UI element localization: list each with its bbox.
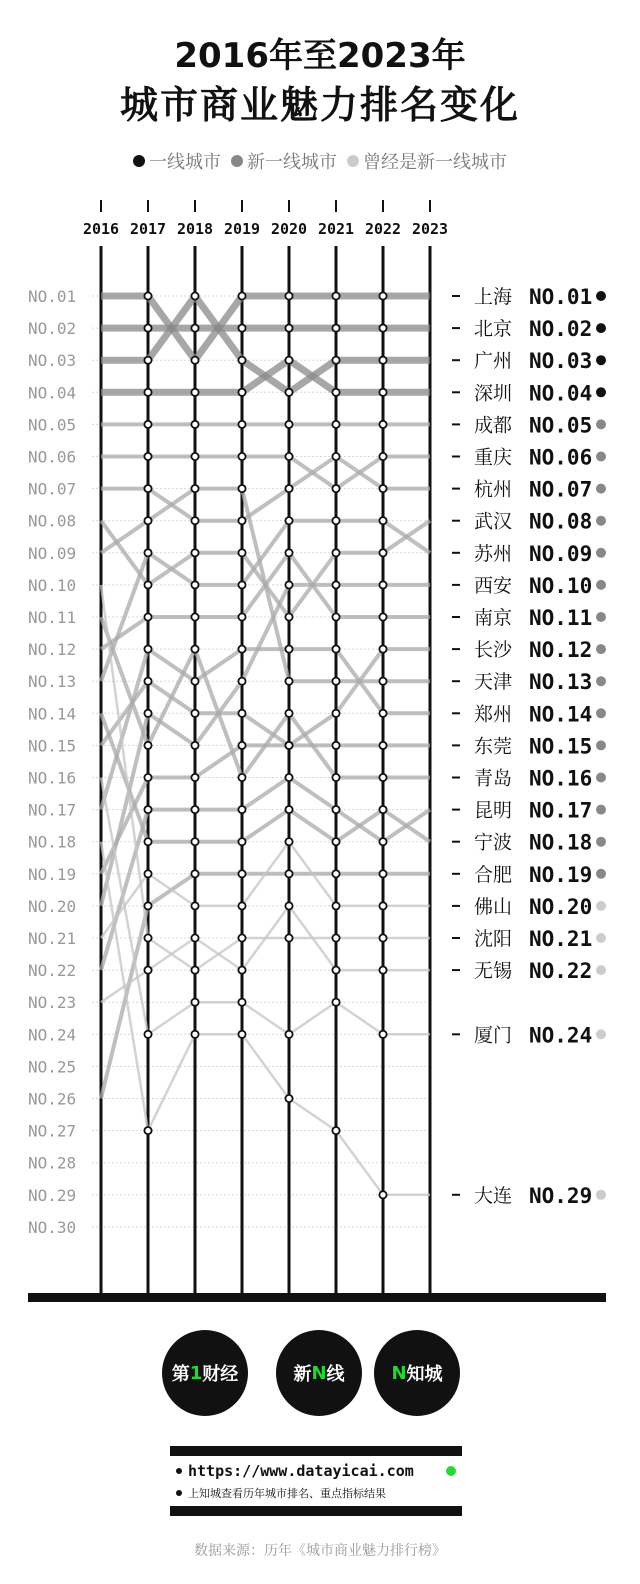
data-point <box>144 870 151 877</box>
series-line <box>101 521 430 682</box>
url-bar-top <box>170 1446 462 1456</box>
y-tick-label: NO.07 <box>28 479 77 499</box>
data-point <box>191 613 198 620</box>
data-point <box>332 581 339 588</box>
logo-text-rest: 财经 <box>202 1364 239 1385</box>
data-point <box>379 838 386 845</box>
logo-mark: N <box>391 1362 407 1384</box>
data-point <box>191 870 198 877</box>
logo-zhicheng <box>374 1330 460 1416</box>
y-tick-label: NO.10 <box>28 575 77 595</box>
data-point <box>191 806 198 813</box>
data-point <box>285 742 292 749</box>
series-line <box>101 457 430 489</box>
y-tick-label: NO.24 <box>28 1025 77 1045</box>
data-point <box>191 1031 198 1038</box>
tier-dot <box>596 676 606 686</box>
data-point <box>379 325 386 332</box>
city-label: 宁波 <box>474 831 513 854</box>
data-point <box>238 517 245 524</box>
city-label: 成都 <box>474 414 513 437</box>
data-point <box>285 646 292 653</box>
data-point <box>144 742 151 749</box>
data-point <box>238 613 245 620</box>
logo-mark: N <box>311 1362 327 1384</box>
rank-label: NO.07 <box>529 477 593 502</box>
data-point <box>379 806 386 813</box>
data-point <box>332 646 339 653</box>
data-point <box>238 1031 245 1038</box>
data-point <box>332 485 339 492</box>
y-tick-label: NO.06 <box>28 447 77 467</box>
y-tick-label: NO.21 <box>28 929 77 948</box>
city-label: 北京 <box>474 318 513 341</box>
legend-label-tier1: 一线城市 <box>149 152 221 173</box>
rank-label: NO.14 <box>529 702 593 727</box>
rank-label: NO.01 <box>529 285 593 309</box>
tier-dot <box>596 773 606 783</box>
y-tick-label: NO.15 <box>28 736 77 756</box>
data-point <box>238 292 245 299</box>
tier-dot <box>596 901 606 911</box>
logo-diyi-caijing <box>162 1330 248 1416</box>
y-tick-label: NO.03 <box>28 351 77 371</box>
data-point <box>191 325 198 332</box>
tier-dot <box>596 323 606 333</box>
rank-label: NO.18 <box>529 830 593 855</box>
city-label: 西安 <box>474 574 513 597</box>
data-point <box>238 678 245 685</box>
x-tick-label: 2019 <box>223 220 261 238</box>
y-tick-label: NO.04 <box>28 383 77 403</box>
data-point <box>379 517 386 524</box>
data-point <box>191 742 198 749</box>
data-point <box>238 453 245 460</box>
green-dot-icon <box>446 1466 456 1476</box>
data-point <box>285 389 292 396</box>
rank-label: NO.15 <box>529 734 593 759</box>
data-point <box>332 806 339 813</box>
data-point <box>191 453 198 460</box>
data-point <box>332 967 339 974</box>
y-tick-label: NO.29 <box>28 1185 77 1205</box>
data-point <box>238 485 245 492</box>
data-point <box>332 934 339 941</box>
y-tick-label: NO.16 <box>28 768 77 788</box>
data-point <box>379 646 386 653</box>
data-point <box>332 389 339 396</box>
y-tick-label: NO.26 <box>28 1089 77 1109</box>
rank-label: NO.08 <box>529 509 593 534</box>
data-point <box>285 902 292 909</box>
url-subtext: 上知城查看历年城市排名、重点指标结果 <box>188 1487 386 1500</box>
data-point <box>144 902 151 909</box>
y-tick-label: NO.20 <box>28 896 77 916</box>
data-point <box>285 581 292 588</box>
data-point <box>191 999 198 1006</box>
data-point <box>238 421 245 428</box>
city-label: 昆明 <box>474 799 513 822</box>
data-point <box>144 678 151 685</box>
data-point <box>191 774 198 781</box>
series-line <box>101 906 430 1002</box>
y-tick-label: NO.27 <box>28 1121 77 1141</box>
data-point <box>285 421 292 428</box>
y-tick-label: NO.08 <box>28 511 77 531</box>
series-line <box>101 649 430 745</box>
data-point <box>238 999 245 1006</box>
data-point <box>191 678 198 685</box>
data-point <box>332 838 339 845</box>
rank-label: NO.09 <box>529 541 593 566</box>
city-label: 合肥 <box>474 863 513 886</box>
city-label: 东莞 <box>474 735 513 758</box>
data-point <box>285 325 292 332</box>
y-tick-label: NO.02 <box>28 319 77 339</box>
data-point <box>144 1127 151 1134</box>
data-point <box>238 710 245 717</box>
rank-label: NO.10 <box>529 573 593 598</box>
city-label: 广州 <box>474 350 513 373</box>
tier-dot <box>596 548 606 558</box>
data-point <box>285 774 292 781</box>
city-label: 沈阳 <box>474 928 513 950</box>
data-point <box>191 710 198 717</box>
data-point <box>238 838 245 845</box>
chart-baseline <box>28 1293 606 1302</box>
data-point <box>379 292 386 299</box>
data-point <box>238 325 245 332</box>
data-point <box>285 613 292 620</box>
y-tick-label: NO.23 <box>28 993 77 1013</box>
data-point <box>144 646 151 653</box>
bullet-icon <box>176 1490 182 1496</box>
data-point <box>285 1031 292 1038</box>
data-point <box>285 357 292 364</box>
x-tick-label: 2020 <box>270 220 308 238</box>
tier-dot <box>596 291 606 301</box>
city-label: 厦门 <box>474 1024 513 1047</box>
x-tick-label: 2022 <box>364 220 402 238</box>
rank-label: NO.19 <box>529 862 593 887</box>
data-point <box>238 902 245 909</box>
data-point <box>144 549 151 556</box>
x-tick-label: 2017 <box>129 220 167 238</box>
data-point <box>144 581 151 588</box>
city-label: 青岛 <box>474 767 513 790</box>
data-point <box>238 870 245 877</box>
data-point <box>191 421 198 428</box>
rank-label: NO.04 <box>529 381 593 406</box>
website-link[interactable]: https://www.datayicai.com <box>188 1462 414 1480</box>
url-subtext-line <box>170 1484 462 1502</box>
data-point <box>379 967 386 974</box>
legend-label-new-tier1: 新一线城市 <box>247 152 337 173</box>
data-point <box>238 581 245 588</box>
city-label: 无锡 <box>474 960 513 983</box>
rank-label: NO.13 <box>529 670 593 695</box>
data-point <box>285 838 292 845</box>
tier-dot <box>596 965 606 975</box>
data-point <box>332 1127 339 1134</box>
rank-label: NO.22 <box>529 959 593 984</box>
y-tick-label: NO.28 <box>28 1153 77 1173</box>
logo-row <box>0 1330 640 1420</box>
data-point <box>332 678 339 685</box>
data-point <box>191 934 198 941</box>
rank-label: NO.29 <box>529 1183 593 1208</box>
y-tick-label: NO.12 <box>28 640 77 660</box>
data-point <box>238 742 245 749</box>
data-point <box>238 389 245 396</box>
data-point <box>191 549 198 556</box>
data-point <box>285 710 292 717</box>
tier-dot <box>596 708 606 718</box>
data-point <box>238 967 245 974</box>
data-point <box>332 549 339 556</box>
data-source: 数据来源：历年《城市商业魅力排行榜》 <box>194 1543 446 1559</box>
data-point <box>332 613 339 620</box>
logo-mark: 1 <box>189 1362 203 1384</box>
data-point <box>332 902 339 909</box>
data-point <box>191 646 198 653</box>
data-point <box>379 421 386 428</box>
logo-text: 新 <box>293 1364 312 1385</box>
logo-xinyixian <box>276 1330 362 1416</box>
rank-label: NO.20 <box>529 894 593 919</box>
tier-dot <box>596 837 606 847</box>
data-point <box>285 549 292 556</box>
logo-text-rest: 知城 <box>406 1364 443 1385</box>
tier-dot <box>596 740 606 750</box>
data-point <box>144 453 151 460</box>
tier-dot <box>596 355 606 365</box>
chart-title-line2: 城市商业魅力排名变化 <box>119 83 520 127</box>
series-line <box>101 617 430 778</box>
city-label: 大连 <box>474 1184 513 1207</box>
data-point <box>332 999 339 1006</box>
data-point <box>285 292 292 299</box>
data-point <box>238 774 245 781</box>
url-line[interactable] <box>170 1458 462 1484</box>
data-point <box>191 292 198 299</box>
data-point <box>285 517 292 524</box>
rank-label: NO.03 <box>529 349 593 374</box>
city-label: 佛山 <box>474 895 513 918</box>
data-point <box>238 357 245 364</box>
data-point <box>285 1095 292 1102</box>
data-point <box>144 357 151 364</box>
data-point <box>332 870 339 877</box>
rank-label: NO.12 <box>529 638 593 663</box>
data-point <box>144 710 151 717</box>
x-tick-label: 2018 <box>176 220 214 238</box>
data-point <box>379 1191 386 1198</box>
city-label: 上海 <box>474 286 513 308</box>
data-point <box>285 806 292 813</box>
data-point <box>379 902 386 909</box>
data-point <box>332 453 339 460</box>
city-label: 长沙 <box>474 639 513 662</box>
data-point <box>191 902 198 909</box>
data-point <box>285 485 292 492</box>
y-tick-label: NO.18 <box>28 832 77 852</box>
data-point <box>144 838 151 845</box>
tier-dot <box>596 1029 606 1039</box>
data-point <box>144 292 151 299</box>
data-point <box>144 934 151 941</box>
data-point <box>191 967 198 974</box>
url-box <box>170 1446 462 1516</box>
logo-text: 第 <box>171 1364 190 1385</box>
y-tick-label: NO.13 <box>28 672 77 692</box>
city-label: 深圳 <box>474 382 513 405</box>
data-point <box>144 806 151 813</box>
data-point <box>379 1031 386 1038</box>
data-point <box>379 389 386 396</box>
x-tick-label: 2023 <box>411 220 449 238</box>
city-label: 重庆 <box>474 446 513 469</box>
data-point <box>332 292 339 299</box>
tier-dot <box>596 484 606 494</box>
tier-dot <box>596 516 606 526</box>
city-label: 苏州 <box>474 542 513 565</box>
data-point <box>238 806 245 813</box>
logo-text-rest: 线 <box>326 1364 345 1385</box>
data-point <box>332 774 339 781</box>
series-line <box>101 360 430 392</box>
y-tick-label: NO.09 <box>28 543 77 563</box>
data-point <box>144 485 151 492</box>
data-point <box>238 646 245 653</box>
data-point <box>144 774 151 781</box>
tier-dot <box>596 933 606 943</box>
rank-label: NO.24 <box>529 1023 593 1048</box>
data-point <box>332 710 339 717</box>
data-point <box>332 517 339 524</box>
city-label: 郑州 <box>474 703 513 726</box>
rank-label: NO.11 <box>529 606 593 630</box>
tier-dot <box>596 644 606 654</box>
legend-label-former-new-tier1: 曾经是新一线城市 <box>363 152 507 173</box>
tier-dot <box>596 1190 606 1200</box>
tier-dot <box>596 452 606 462</box>
data-point <box>144 517 151 524</box>
city-label: 天津 <box>474 671 513 694</box>
data-point <box>379 870 386 877</box>
y-tick-label: NO.01 <box>28 287 77 306</box>
data-point <box>285 678 292 685</box>
bullet-icon <box>176 1468 182 1474</box>
data-point <box>379 678 386 685</box>
rank-label: NO.02 <box>529 317 593 342</box>
rank-label: NO.17 <box>529 798 593 823</box>
series-line <box>101 521 430 617</box>
url-bar-bottom <box>170 1506 462 1516</box>
data-point <box>191 357 198 364</box>
data-point <box>191 389 198 396</box>
rank-label: NO.21 <box>529 927 593 951</box>
tier-dot <box>596 612 606 622</box>
data-point <box>332 325 339 332</box>
data-point <box>144 421 151 428</box>
y-tick-label: NO.05 <box>28 415 77 435</box>
data-point <box>144 389 151 396</box>
data-point <box>379 581 386 588</box>
y-tick-label: NO.22 <box>28 961 77 981</box>
data-point <box>285 453 292 460</box>
data-point <box>144 967 151 974</box>
data-point <box>379 774 386 781</box>
data-point <box>191 485 198 492</box>
y-tick-label: NO.19 <box>28 864 77 884</box>
tier-dot <box>596 580 606 590</box>
city-label: 杭州 <box>474 478 513 501</box>
data-point <box>144 325 151 332</box>
data-point <box>285 934 292 941</box>
data-point <box>191 517 198 524</box>
data-point <box>144 1031 151 1038</box>
data-point <box>379 710 386 717</box>
data-point <box>191 838 198 845</box>
x-tick-label: 2016 <box>82 220 120 238</box>
tier-dot <box>596 419 606 429</box>
rank-label: NO.06 <box>529 445 593 470</box>
rank-label: NO.05 <box>529 413 593 438</box>
data-point <box>379 934 386 941</box>
data-point <box>379 613 386 620</box>
data-point <box>332 357 339 364</box>
y-tick-label: NO.25 <box>28 1057 77 1077</box>
city-label: 南京 <box>474 607 513 629</box>
y-tick-label: NO.17 <box>28 800 77 820</box>
data-point <box>379 742 386 749</box>
data-point <box>238 934 245 941</box>
data-point <box>332 421 339 428</box>
tier-dot <box>596 869 606 879</box>
y-tick-label: NO.11 <box>28 608 77 627</box>
tier-dot <box>596 805 606 815</box>
chart-title-line1: 2016年至2023年 <box>174 36 466 76</box>
series-line <box>101 842 430 938</box>
data-point <box>238 549 245 556</box>
data-point <box>332 742 339 749</box>
rank-label: NO.16 <box>529 766 593 791</box>
data-point <box>285 870 292 877</box>
data-point <box>379 549 386 556</box>
data-point <box>379 357 386 364</box>
tier-dot <box>596 387 606 397</box>
data-point <box>379 485 386 492</box>
data-point <box>379 453 386 460</box>
y-tick-label: NO.14 <box>28 704 77 724</box>
data-point <box>144 613 151 620</box>
city-label: 武汉 <box>474 510 513 533</box>
data-point <box>191 581 198 588</box>
x-tick-label: 2021 <box>317 220 355 238</box>
y-tick-label: NO.30 <box>28 1217 77 1237</box>
